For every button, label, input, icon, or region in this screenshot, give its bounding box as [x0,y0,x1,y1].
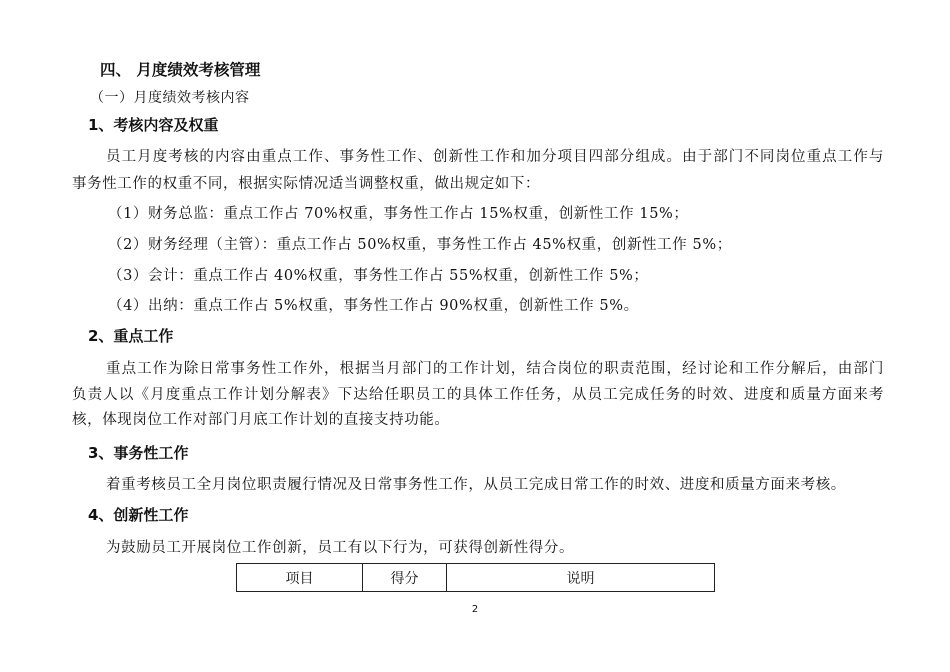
table-header-cell: 得分 [363,564,447,592]
paragraph-line: 事务性工作的权重不同，根据实际情况适当调整权重，做出规定如下： [72,176,541,192]
innovation-score-table [236,563,715,592]
list-item: （2）财务经理（主管）：重点工作占 50%权重，事务性工作占 45%权重，创新性工作 5%； [108,237,732,253]
heading-assessment-weights: 1、考核内容及权重 [88,116,219,134]
table-header-row [237,564,715,592]
page-number: 2 [471,604,479,615]
paragraph-line: 重点工作为除日常事务性工作外，根据当月部门的工作计划，结合岗位的职责范围，经讨论和工作分解后，由部门 [106,361,884,377]
paragraph-line: 着重考核员工全月岗位职责履行情况及日常事务性工作，从员工完成日常工作的时效、进度和质量方面来考核。 [106,477,846,493]
paragraph-line: 核，体现岗位工作对部门月底工作计划的直接支持功能。 [72,412,450,428]
paragraph-line: 员工月度考核的内容由重点工作、事务性工作、创新性工作和加分项目四部分组成。由于部门不同岗位重点工作与 [106,149,884,165]
list-item: （3）会计：重点工作占 40%权重，事务性工作占 55%权重，创新性工作 5%； [108,268,649,284]
section-subtitle: （一）月度绩效考核内容 [90,90,250,106]
list-item: （1）财务总监：重点工作占 70%权重，事务性工作占 15%权重，创新性工作 15%； [108,206,689,222]
list-item: （4）出纳：重点工作占 5%权重，事务性工作占 90%权重，创新性工作 5%。 [108,298,639,314]
table-header-cell: 项目 [237,564,363,592]
table-header-cell: 说明 [447,564,715,592]
section-title: 四、 月度绩效考核管理 [100,61,261,79]
paragraph-line: 负责人以《月度重点工作计划分解表》下达给任职员工的具体工作任务，从员工完成任务的时效、进度和质量方面来考 [72,387,884,403]
heading-innovative-work: 4、创新性工作 [88,506,189,524]
paragraph-line: 为鼓励员工开展岗位工作创新，员工有以下行为，可获得创新性得分。 [106,540,575,556]
heading-routine-work: 3、事务性工作 [88,444,189,462]
heading-key-work: 2、重点工作 [88,327,174,345]
